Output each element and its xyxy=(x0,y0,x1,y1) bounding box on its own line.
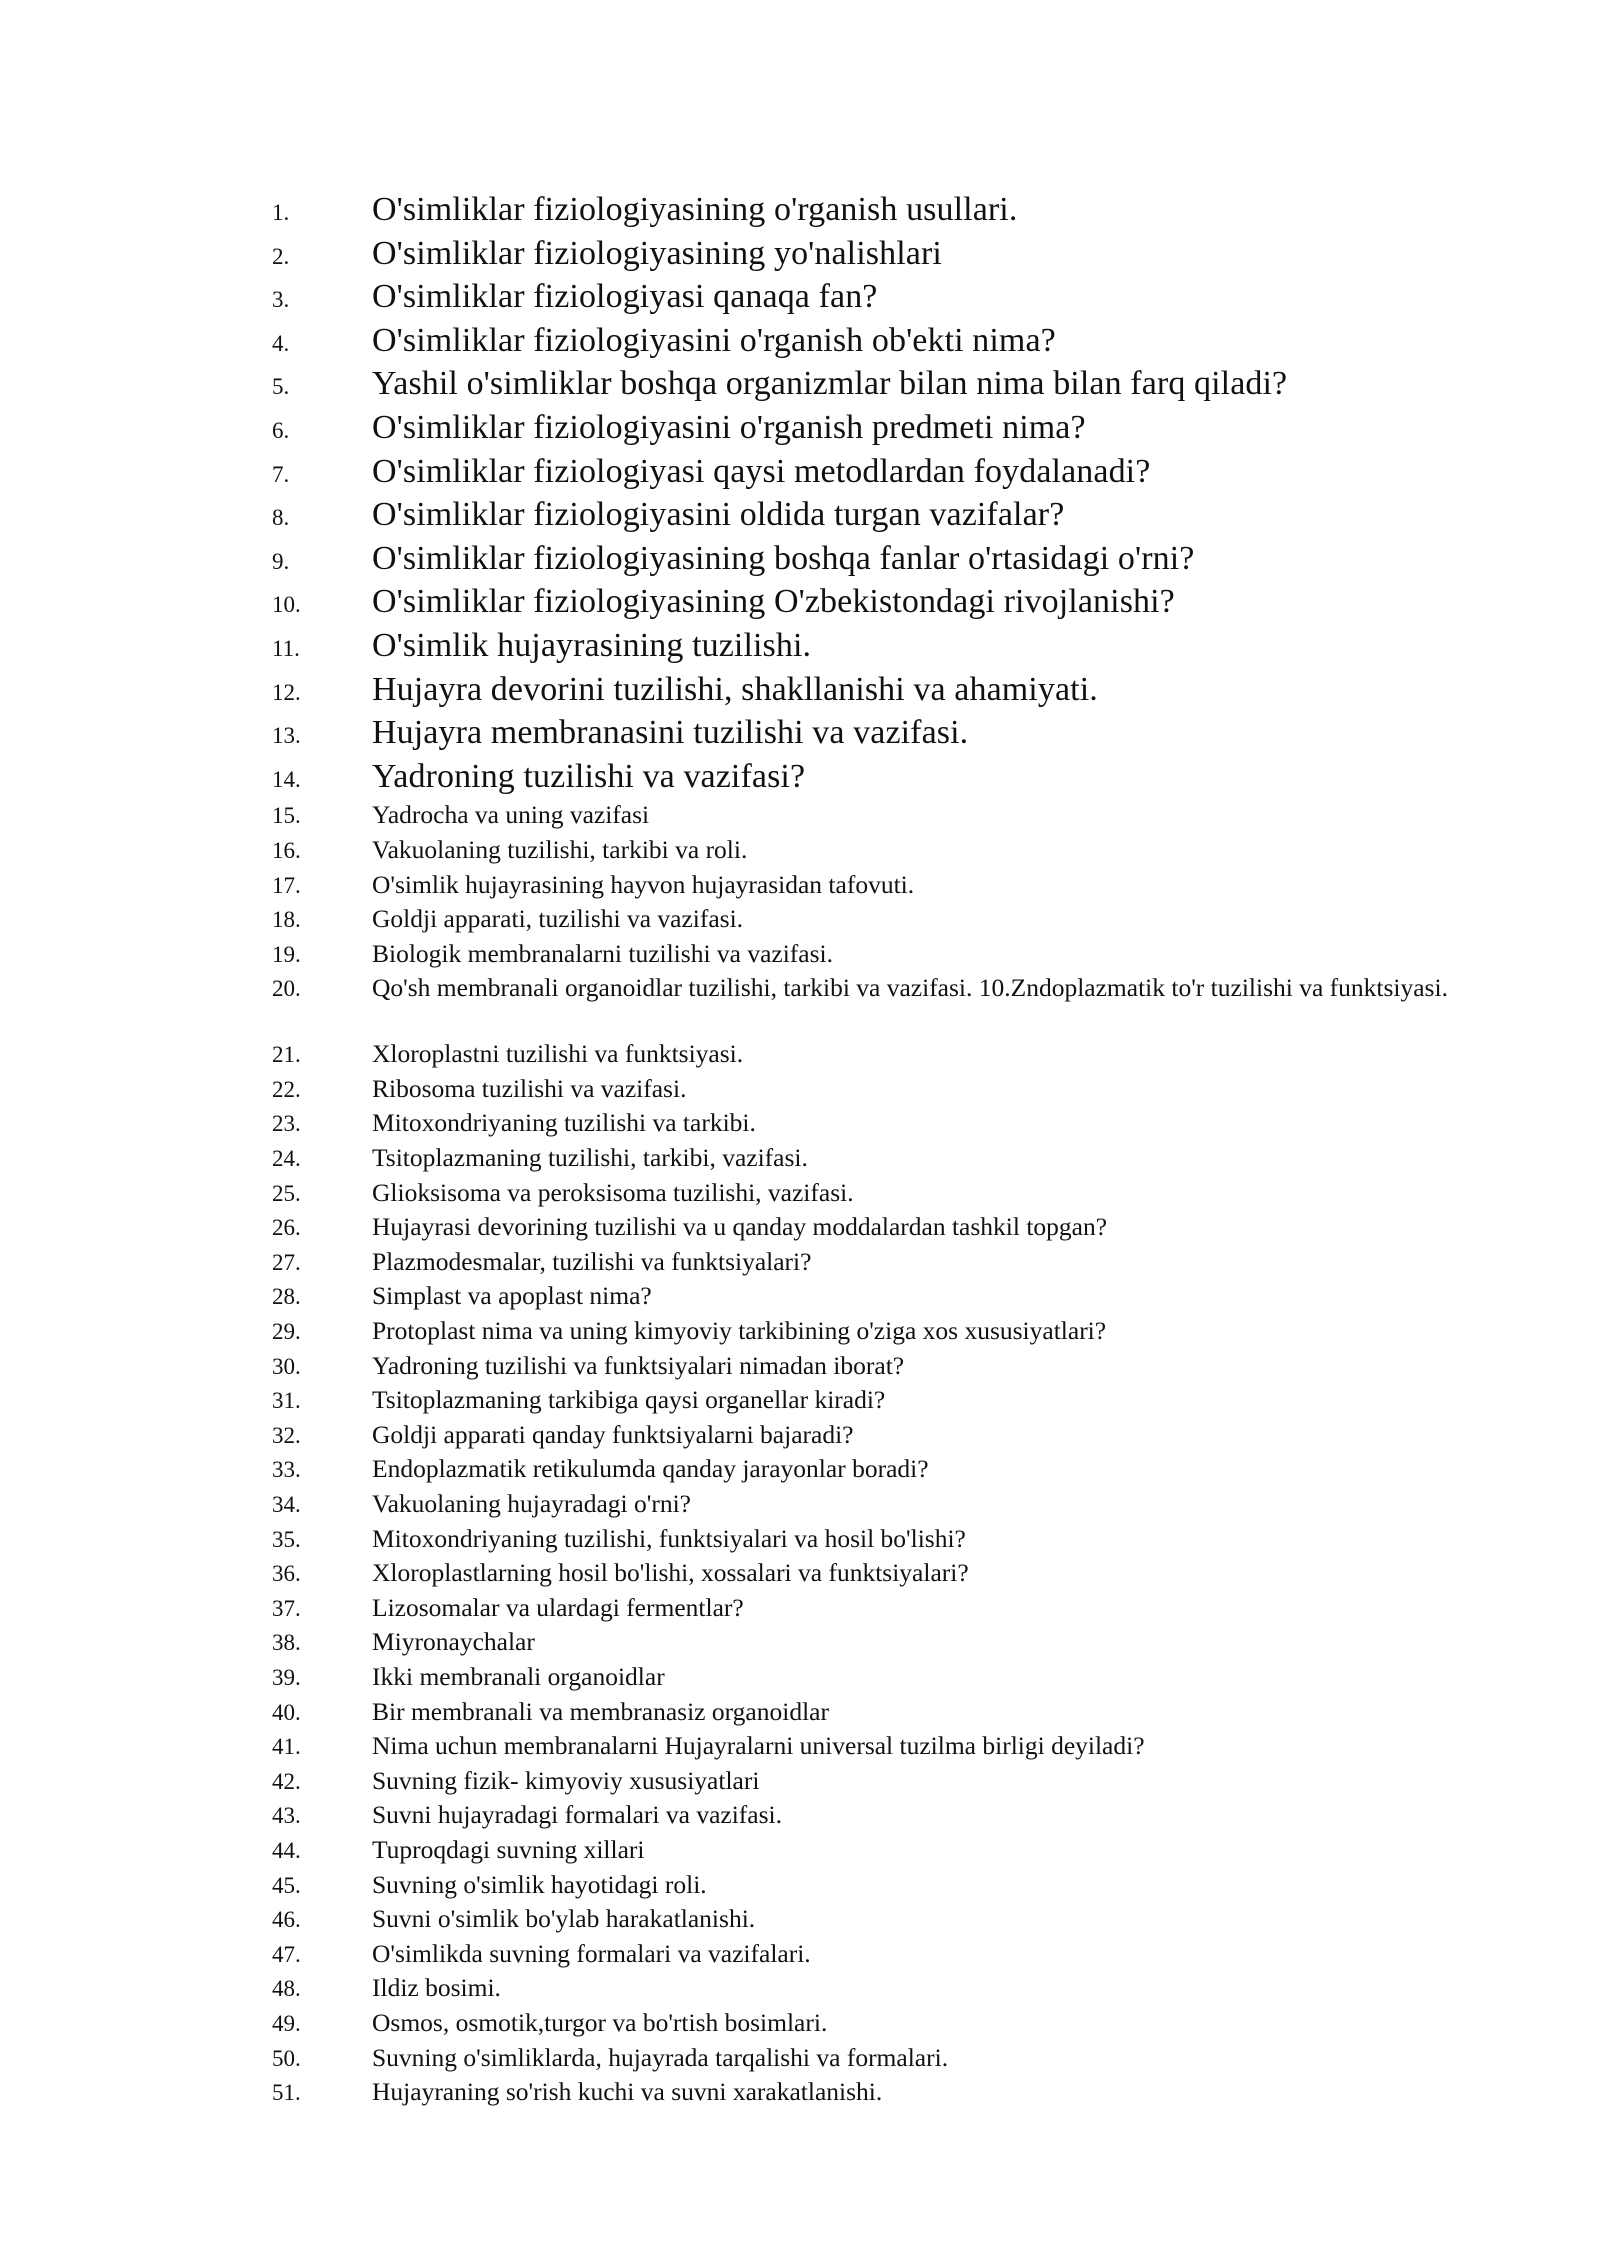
question-number: 32. xyxy=(272,1422,301,1448)
question-number: 8. xyxy=(272,505,290,531)
question-number: 26. xyxy=(272,1215,301,1241)
question-text: O'simliklar fiziologiyasining o'rganish usullari. xyxy=(372,191,1018,228)
question-text: O'simliklar fiziologiyasini oldida turgan vazifalar? xyxy=(372,496,1065,534)
question-number: 23. xyxy=(272,1111,301,1137)
question-text: Goldji apparati qanday funktsiyalarni bajaradi? xyxy=(372,1419,854,1449)
question-text: Qo'sh membranali organoidlar tuzilishi, tarkibi va vazifasi. 10.Zndoplazmatik to'r tuzilishi va funktsiyasi. xyxy=(372,973,1448,1003)
question-text: Hujayra membranasini tuzilishi va vazifasi. xyxy=(372,714,969,752)
question-number: 17. xyxy=(272,872,301,898)
question-item-3 xyxy=(272,275,1492,319)
question-item-39 xyxy=(272,1660,1492,1695)
question-text: Mitoxondriyaning tuzilishi, funktsiyalari va hosil bo'lishi? xyxy=(372,1523,966,1553)
question-number: 43. xyxy=(272,1803,301,1829)
question-text: Hujayrasi devorining tuzilishi va u qanday moddalardan tashkil topgan? xyxy=(372,1212,1108,1242)
question-number: 39. xyxy=(272,1664,301,1690)
question-item-30 xyxy=(272,1349,1492,1384)
question-text: O'simliklar fiziologiyasi qanaqa fan? xyxy=(372,278,878,316)
question-text: Nima uchun membranalarni Hujayralarni universal tuzilma birligi deyiladi? xyxy=(372,1731,1145,1761)
question-text: Yadroning tuzilishi va funktsiyalari nimadan iborat? xyxy=(372,1350,905,1380)
question-item-38 xyxy=(272,1625,1492,1660)
question-text: Suvning o'simliklarda, hujayrada tarqalishi va formalari. xyxy=(372,2042,949,2072)
question-item-37 xyxy=(272,1591,1492,1626)
question-item-4 xyxy=(272,319,1492,363)
question-number: 24. xyxy=(272,1146,301,1172)
question-text: O'simliklar fiziologiyasini o'rganish predmeti nima? xyxy=(372,408,1086,446)
question-number: 48. xyxy=(272,1976,301,2002)
question-text: Xloroplastlarning hosil bo'lishi, xossalari va funktsiyalari? xyxy=(372,1558,969,1588)
question-number: 18. xyxy=(272,907,301,933)
question-number: 49. xyxy=(272,2010,301,2036)
question-text: O'simlik hujayrasining hayvon hujayrasidan tafovuti. xyxy=(372,869,915,899)
question-number: 50. xyxy=(272,2045,301,2071)
question-number: 31. xyxy=(272,1388,301,1414)
question-text: Tsitoplazmaning tarkibiga qaysi organellar kiradi? xyxy=(372,1385,886,1415)
question-item-21 xyxy=(272,1037,1492,1072)
question-item-24 xyxy=(272,1141,1492,1176)
question-item-9 xyxy=(272,537,1492,581)
question-number: 2. xyxy=(272,243,290,269)
question-number: 33. xyxy=(272,1457,301,1483)
question-number: 30. xyxy=(272,1353,301,1379)
question-item-44 xyxy=(272,1833,1492,1868)
question-number: 4. xyxy=(272,330,290,356)
question-item-46 xyxy=(272,1902,1492,1937)
question-text: Tsitoplazmaning tuzilishi, tarkibi, vazifasi. xyxy=(372,1143,808,1173)
question-text: Goldji apparati, tuzilishi va vazifasi. xyxy=(372,904,744,934)
question-item-26 xyxy=(272,1210,1492,1245)
question-number: 5. xyxy=(272,374,290,400)
question-number: 6. xyxy=(272,417,290,443)
question-number: 7. xyxy=(272,461,290,487)
question-text: Ildiz bosimi. xyxy=(372,1973,501,2003)
question-text: Endoplazmatik retikulumda qanday jarayonlar boradi? xyxy=(372,1454,929,1484)
question-text: Mitoxondriyaning tuzilishi va tarkibi. xyxy=(372,1108,756,1138)
question-text: Yadrocha va uning vazifasi xyxy=(372,800,650,830)
question-number: 13. xyxy=(272,723,301,749)
question-item-47 xyxy=(272,1937,1492,1972)
question-number: 22. xyxy=(272,1076,301,1102)
question-item-12 xyxy=(272,668,1492,712)
question-number: 28. xyxy=(272,1284,301,1310)
question-text: O'simliklar fiziologiyasi qaysi metodlardan foydalanadi? xyxy=(372,452,1151,490)
question-item-20 xyxy=(272,971,1492,1037)
question-text: Suvning o'simlik hayotidagi roli. xyxy=(372,1869,707,1899)
question-item-33 xyxy=(272,1452,1492,1487)
question-number: 51. xyxy=(272,2080,301,2106)
question-text: Miyronaychalar xyxy=(372,1627,535,1657)
question-item-11 xyxy=(272,624,1492,668)
question-item-41 xyxy=(272,1729,1492,1764)
question-number: 34. xyxy=(272,1492,301,1517)
question-item-1 xyxy=(272,188,1492,232)
question-number: 35. xyxy=(272,1526,301,1552)
question-text: O'simlikda suvning formalari va vazifalari. xyxy=(372,1938,811,1968)
question-text: Vakuolaning tuzilishi, tarkibi va roli. xyxy=(372,834,748,864)
question-item-29 xyxy=(272,1314,1492,1349)
question-number: 1. xyxy=(272,200,290,225)
question-text: Vakuolaning hujayradagi o'rni? xyxy=(372,1489,691,1518)
question-number: 44. xyxy=(272,1837,301,1863)
question-item-34 xyxy=(272,1487,1492,1522)
question-item-19 xyxy=(272,937,1492,972)
question-text: Ribosoma tuzilishi va vazifasi. xyxy=(372,1073,687,1103)
question-text: Yadroning tuzilishi va vazifasi? xyxy=(372,757,806,795)
question-number: 38. xyxy=(272,1630,301,1656)
question-item-18 xyxy=(272,902,1492,937)
question-text: Hujayra devorini tuzilishi, shakllanishi va ahamiyati. xyxy=(372,670,1098,708)
question-item-25 xyxy=(272,1176,1492,1211)
question-text: Xloroplastni tuzilishi va funktsiyasi. xyxy=(372,1039,744,1069)
question-text: Simplast va apoplast nima? xyxy=(372,1281,652,1311)
question-item-22 xyxy=(272,1072,1492,1107)
question-text: Osmos, osmotik,turgor va bo'rtish bosimlari. xyxy=(372,2007,828,2037)
question-text: Suvni o'simlik bo'ylab harakatlanishi. xyxy=(372,1904,756,1934)
question-number: 11. xyxy=(272,635,300,661)
question-item-50 xyxy=(272,2041,1492,2076)
question-text: Protoplast nima va uning kimyoviy tarkibining o'ziga xos xususiyatlari? xyxy=(372,1316,1107,1346)
question-item-48 xyxy=(272,1971,1492,2006)
question-text: Yashil o'simliklar boshqa organizmlar bilan nima bilan farq qiladi? xyxy=(372,365,1288,403)
question-text: Biologik membranalarni tuzilishi va vazifasi. xyxy=(372,938,834,968)
question-text: Suvni hujayradagi formalari va vazifasi. xyxy=(372,1800,782,1830)
question-number: 41. xyxy=(272,1734,301,1760)
question-item-31 xyxy=(272,1383,1492,1418)
question-item-17 xyxy=(272,868,1492,903)
question-text: Lizosomalar va ulardagi fermentlar? xyxy=(372,1592,744,1622)
question-number: 19. xyxy=(272,941,301,967)
question-number: 25. xyxy=(272,1180,301,1206)
question-text: Bir membranali va membranasiz organoidlar xyxy=(372,1696,829,1726)
question-number: 3. xyxy=(272,287,290,313)
question-number: 20. xyxy=(272,976,301,1002)
question-item-15 xyxy=(272,798,1492,833)
question-number: 47. xyxy=(272,1941,301,1967)
question-item-42 xyxy=(272,1764,1492,1799)
question-item-28 xyxy=(272,1279,1492,1314)
question-text: O'simliklar fiziologiyasining boshqa fanlar o'rtasidagi o'rni? xyxy=(372,539,1195,577)
question-number: 14. xyxy=(272,766,301,792)
question-item-43 xyxy=(272,1798,1492,1833)
question-item-13 xyxy=(272,711,1492,755)
question-item-40 xyxy=(272,1695,1492,1730)
question-text: Suvning fizik- kimyoviy xususiyatlari xyxy=(372,1765,760,1795)
question-text: O'simlik hujayrasining tuzilishi. xyxy=(372,626,812,664)
question-item-45 xyxy=(272,1868,1492,1903)
question-number: 42. xyxy=(272,1768,301,1794)
question-item-14 xyxy=(272,755,1492,799)
question-number: 46. xyxy=(272,1907,301,1933)
question-text: Ikki membranali organoidlar xyxy=(372,1661,665,1691)
question-number: 29. xyxy=(272,1319,301,1345)
question-item-16 xyxy=(272,833,1492,868)
question-item-5 xyxy=(272,362,1492,406)
question-item-51 xyxy=(272,2075,1492,2110)
question-number: 45. xyxy=(272,1872,301,1898)
question-item-8 xyxy=(272,493,1492,537)
question-item-2 xyxy=(272,232,1492,276)
question-item-6 xyxy=(272,406,1492,450)
question-text: Plazmodesmalar, tuzilishi va funktsiyalari? xyxy=(372,1246,812,1276)
question-item-27 xyxy=(272,1245,1492,1280)
question-number: 27. xyxy=(272,1249,301,1275)
question-text: O'simliklar fiziologiyasining O'zbekistondagi rivojlanishi? xyxy=(372,583,1175,621)
question-text: O'simliklar fiziologiyasining yo'nalishlari xyxy=(372,234,942,272)
question-number: 16. xyxy=(272,837,301,863)
question-item-32 xyxy=(272,1418,1492,1453)
question-number: 37. xyxy=(272,1595,301,1621)
question-text: Glioksisoma va peroksisoma tuzilishi, vazifasi. xyxy=(372,1177,854,1207)
question-text: Hujayraning so'rish kuchi va suvni xarakatlanishi. xyxy=(372,2077,883,2107)
question-number: 10. xyxy=(272,592,301,618)
question-item-36 xyxy=(272,1556,1492,1591)
question-item-23 xyxy=(272,1106,1492,1141)
question-text: Tuproqdagi suvning xillari xyxy=(372,1834,645,1864)
question-item-49 xyxy=(272,2006,1492,2041)
question-item-10 xyxy=(272,580,1492,624)
question-number: 9. xyxy=(272,548,290,574)
question-number: 15. xyxy=(272,803,301,829)
question-number: 40. xyxy=(272,1699,301,1725)
question-number: 12. xyxy=(272,679,301,705)
question-number: 36. xyxy=(272,1561,301,1587)
question-number: 21. xyxy=(272,1042,301,1068)
question-item-7 xyxy=(272,450,1492,494)
question-text: O'simliklar fiziologiyasini o'rganish ob'ekti nima? xyxy=(372,321,1056,359)
question-item-35 xyxy=(272,1522,1492,1557)
question-list xyxy=(272,188,1492,2110)
